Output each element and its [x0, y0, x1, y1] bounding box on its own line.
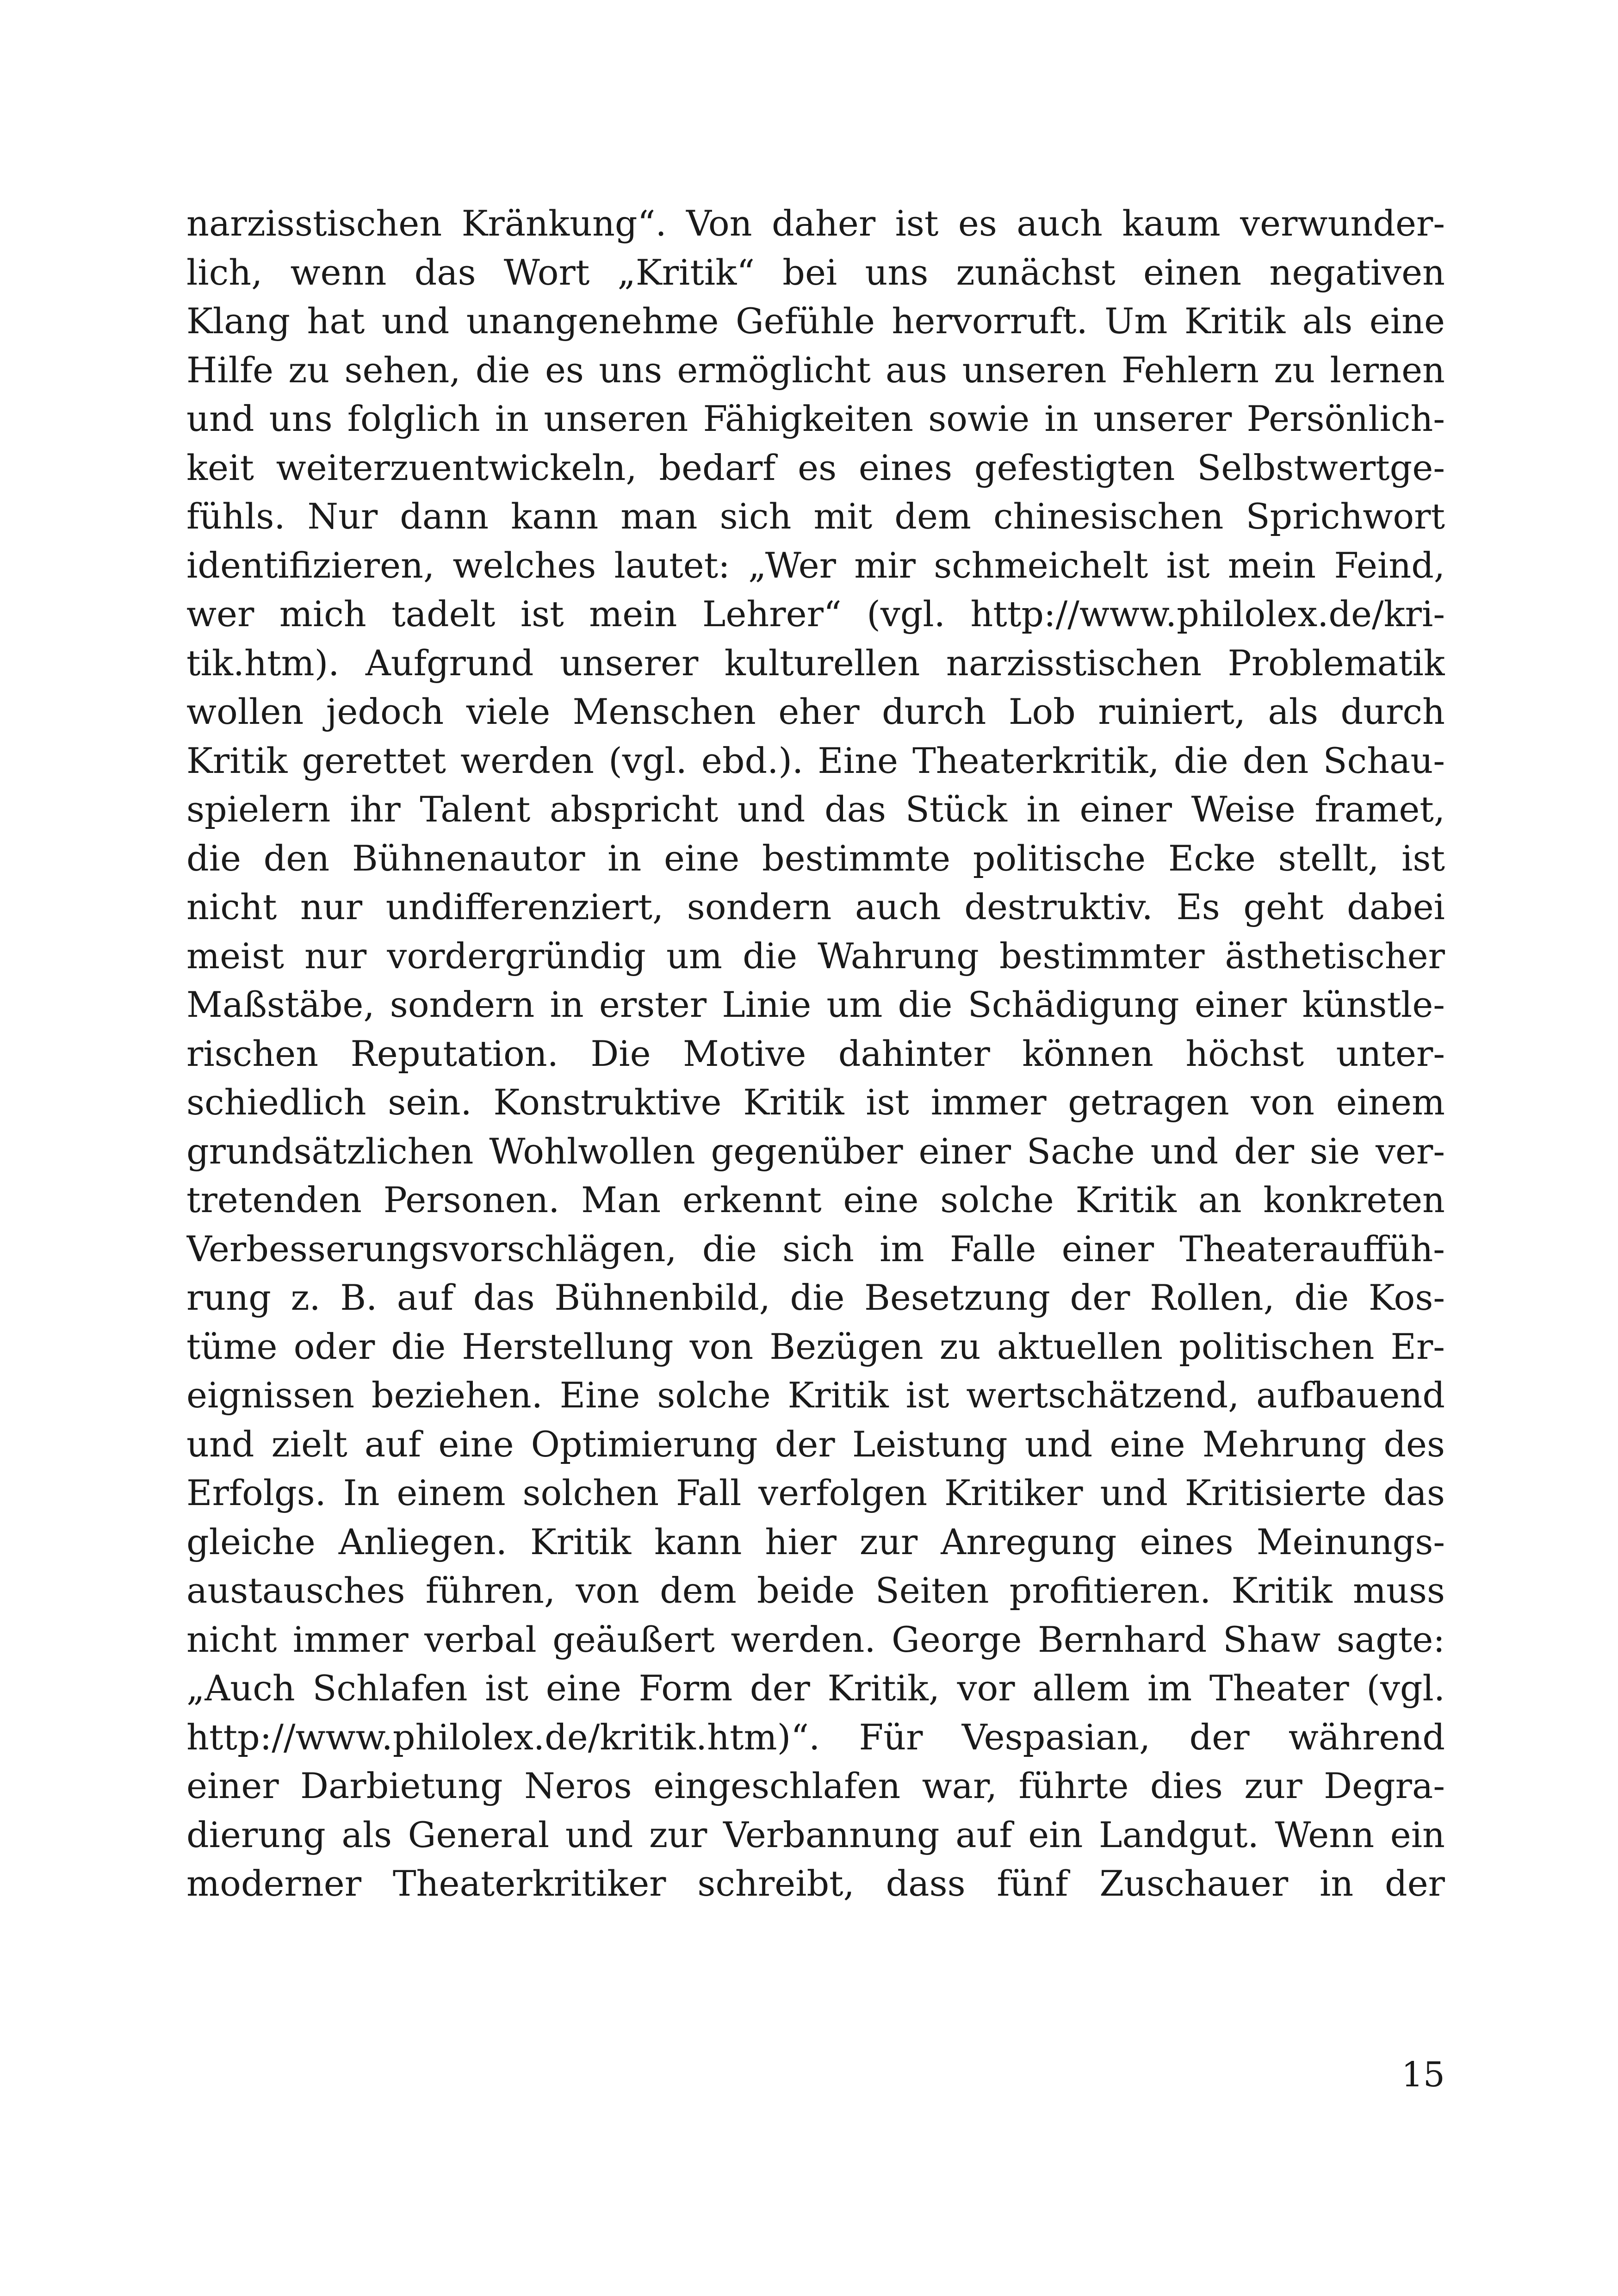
text-line: narzisstischen Kränkung“. Von daher ist es auch kaum verwunder-	[186, 203, 1445, 244]
text-line: rischen Reputation. Die Motive dahinter können höchst unter-	[186, 1033, 1445, 1074]
text-line: wer mich tadelt ist mein Lehrer“ (vgl. http://www.philolex.de/kri-	[186, 593, 1445, 635]
text-line: grundsätzlichen Wohlwollen gegenüber einer Sache und der sie ver-	[186, 1130, 1445, 1172]
text-line: und uns folglich in unseren Fähigkeiten sowie in unserer Persönlich-	[186, 398, 1445, 439]
text-line: gleiche Anliegen. Kritik kann hier zur Anregung eines Meinungs-	[186, 1521, 1445, 1562]
text-line: lich, wenn das Wort „Kritik“ bei uns zunächst einen negativen	[186, 251, 1445, 293]
text-line: einer Darbietung Neros eingeschlafen war, führte dies zur Degra-	[186, 1765, 1445, 1806]
text-line: Maßstäbe, sondern in erster Linie um die Schädigung einer künstle-	[186, 984, 1445, 1025]
text-line: Verbesserungsvorschlägen, die sich im Falle einer Theaterauffüh-	[186, 1228, 1445, 1269]
text-line: nicht nur undifferenziert, sondern auch destruktiv. Es geht dabei	[186, 886, 1445, 927]
text-line: tüme oder die Herstellung von Bezügen zu aktuellen politischen Er-	[186, 1325, 1445, 1367]
text-line: identifizieren, welches lautet: „Wer mir schmeichelt ist mein Feind,	[186, 544, 1445, 586]
text-line: schiedlich sein. Konstruktive Kritik ist immer getragen von einem	[186, 1082, 1445, 1123]
text-line: Hilfe zu sehen, die es uns ermöglicht aus unseren Fehlern zu lernen	[186, 349, 1445, 391]
text-line: Erfolgs. In einem solchen Fall verfolgen Kritiker und Kritisierte das	[186, 1472, 1445, 1513]
text-line: keit weiterzuentwickeln, bedarf es eines gefestigten Selbstwertge-	[186, 447, 1445, 488]
text-line: „Auch Schlafen ist eine Form der Kritik, vor allem im Theater (vgl.	[186, 1668, 1445, 1709]
text-line: und zielt auf eine Optimierung der Leistung und eine Mehrung des	[186, 1423, 1445, 1465]
text-line: meist nur vordergründig um die Wahrung bestimmter ästhetischer	[186, 935, 1445, 977]
text-line: Klang hat und unangenehme Gefühle hervorruft. Um Kritik als eine	[186, 300, 1445, 342]
text-line: fühls. Nur dann kann man sich mit dem chinesischen Sprichwort	[186, 496, 1445, 537]
text-line: rung z. B. auf das Bühnenbild, die Besetzung der Rollen, die Kos-	[186, 1277, 1445, 1318]
text-line: wollen jedoch viele Menschen eher durch Lob ruiniert, als durch	[186, 691, 1445, 732]
text-line: moderner Theaterkritiker schreibt, dass fünf Zuschauer in der	[186, 1863, 1445, 1904]
text-line: spielern ihr Talent abspricht und das Stück in einer Weise framet,	[186, 789, 1445, 830]
text-line: tretenden Personen. Man erkennt eine solche Kritik an konkreten	[186, 1179, 1445, 1220]
body-text	[186, 199, 1445, 1908]
text-line: http://www.philolex.de/kritik.htm)“. Für Vespasian, der während	[186, 1716, 1445, 1758]
text-line: austausches führen, von dem beide Seiten profitieren. Kritik muss	[186, 1570, 1445, 1611]
page-number: 15	[1401, 2055, 1445, 2095]
text-line: eignissen beziehen. Eine solche Kritik ist wertschätzend, aufbauend	[186, 1375, 1445, 1416]
text-line: Kritik gerettet werden (vgl. ebd.). Eine Theaterkritik, die den Schau-	[186, 740, 1445, 781]
text-line: dierung als General und zur Verbannung auf ein Landgut. Wenn ein	[186, 1814, 1445, 1855]
text-line: die den Bühnenautor in eine bestimmte politische Ecke stellt, ist	[186, 837, 1445, 879]
text-line: nicht immer verbal geäußert werden. George Bernhard Shaw sagte:	[186, 1618, 1445, 1660]
text-line: tik.htm). Aufgrund unserer kulturellen narzisstischen Problematik	[186, 642, 1445, 684]
